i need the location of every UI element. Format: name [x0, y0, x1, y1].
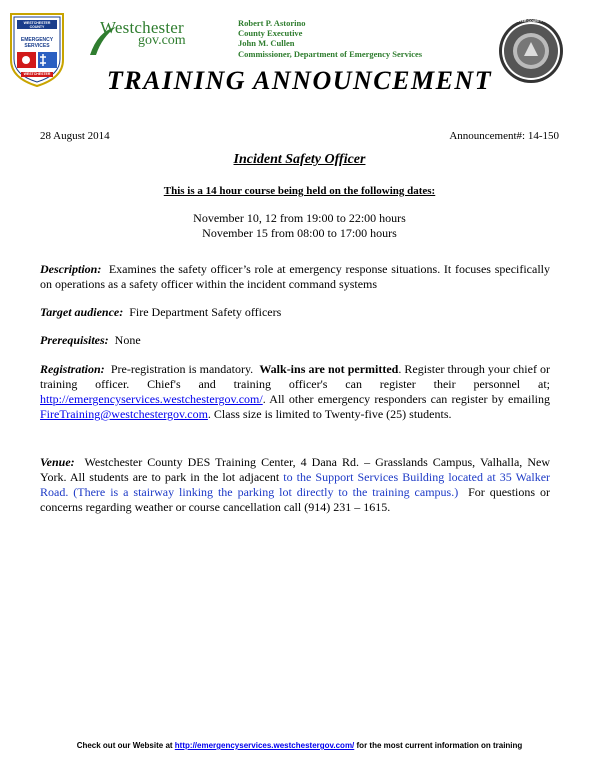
- venue-contact: For questions or concerns regarding weather or course cancellation call (914) 231 – 1615.: [40, 485, 551, 514]
- logo-text-bottom: WESTCHESTER: [23, 72, 51, 76]
- site-name-line2: gov.com: [138, 33, 186, 48]
- target-label: Target audience:: [40, 305, 124, 319]
- course-date-line: November 15 from 08:00 to 17:00 hours: [202, 226, 397, 240]
- footer: [0, 741, 599, 750]
- registration-text: Pre-registration is mandatory.: [110, 362, 254, 376]
- description-text: Examines the safety officer’s role at emergency response situations. It focuses specifically on operations as a safety officer within the incident command systems: [40, 262, 551, 291]
- officials-block: [238, 18, 422, 59]
- description-paragraph: [40, 262, 550, 292]
- prereq-label: Prerequisites:: [40, 333, 109, 347]
- registration-website-link[interactable]: http://emergencyservices.westchestergov.com/: [40, 392, 263, 406]
- official-line: County Executive: [238, 28, 303, 39]
- announcement-number: Announcement#: 14-150: [449, 130, 559, 142]
- registration-text: . Register through your chief or training officer. Chief's and training officer's can register their personnel at;: [40, 362, 551, 391]
- announcement-date: 28 August 2014: [40, 130, 110, 142]
- footer-prefix: Check out our Website at: [76, 741, 173, 750]
- course-dates: [0, 211, 599, 241]
- logo-text-mid: EMERGENCY SERVICES: [20, 37, 54, 49]
- prereq-paragraph: [40, 333, 550, 348]
- target-text: Fire Department Safety officers: [129, 305, 282, 319]
- registration-email-link[interactable]: FireTraining@westchestergov.com: [40, 407, 208, 421]
- prereq-text: None: [114, 333, 141, 347]
- course-title: Incident Safety Officer: [233, 152, 366, 167]
- logo-text-top: WESTCHESTER COUNTY: [23, 21, 51, 29]
- target-paragraph: [40, 305, 550, 320]
- venue-parking-note: to the Support Services Building located at 35 Walker Road. (There is a stairway linking the parking lot directly to the training campus.): [40, 470, 551, 499]
- description-label: Description:: [40, 262, 102, 276]
- registration-label: Registration:: [40, 362, 105, 376]
- course-date-line: November 10, 12 from 19:00 to 22:00 hours: [193, 211, 406, 225]
- footer-suffix: for the most current information on training: [356, 741, 523, 750]
- registration-text: . Class size is limited to Twenty-five (25) students.: [207, 407, 452, 421]
- venue-label: Venue:: [40, 455, 75, 469]
- site-name-line1: Westchester: [100, 18, 184, 37]
- page-title: TRAINING ANNOUNCEMENT: [106, 66, 493, 95]
- official-line: Commissioner, Department of Emergency Services: [238, 48, 423, 59]
- walkins-notice: Walk-ins are not permitted: [259, 362, 399, 376]
- official-line: John M. Cullen: [238, 38, 295, 49]
- registration-text: . All other emergency responders can register by emailing: [262, 392, 550, 406]
- seal-text: WESTCHESTER COUNTY NEW YORK: [499, 19, 563, 23]
- venue-paragraph: [40, 455, 550, 515]
- registration-paragraph: [40, 362, 550, 422]
- course-subheading: This is a 14 hour course being held on the following dates:: [163, 185, 436, 197]
- footer-website-link[interactable]: http://emergencyservices.westchestergov.com/: [174, 741, 355, 750]
- official-line: Robert P. Astorino: [238, 18, 306, 28]
- venue-text: Westchester County DES Training Center, 4 Dana Rd. – Grasslands Campus, Valhalla, New York. All students are to park in the lot adjacent: [40, 455, 550, 484]
